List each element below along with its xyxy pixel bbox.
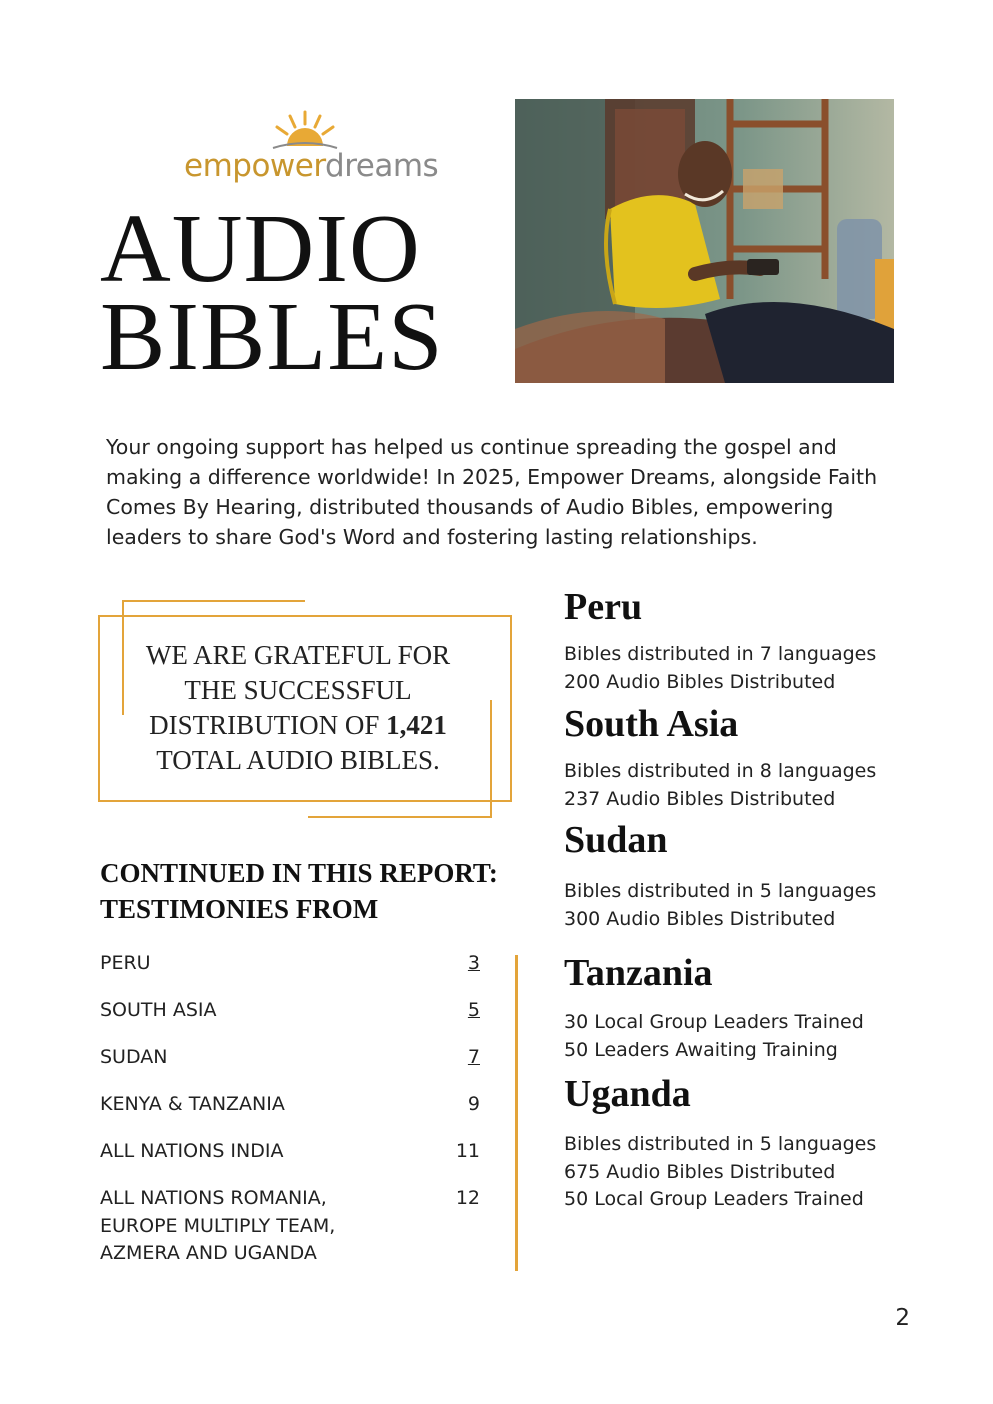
region-stat: 30 Local Group Leaders Trained	[564, 1011, 864, 1033]
region-stat: Bibles distributed in 7 languages	[564, 643, 877, 665]
table-of-contents	[100, 950, 480, 1287]
sun-icon	[265, 108, 345, 150]
region-stat: 675 Audio Bibles Distributed	[564, 1160, 836, 1183]
toc-page-link[interactable]: 3	[467, 952, 480, 974]
toc-label: SOUTH ASIA	[100, 999, 217, 1021]
region-name: Uganda	[564, 1073, 691, 1115]
empower-dreams-logo	[180, 108, 440, 188]
region-stat: 200 Audio Bibles Distributed	[564, 670, 836, 693]
region-stat: Bibles distributed in 5 languages	[564, 1133, 877, 1155]
toc-label: ALL NATIONS ROMANIA, EUROPE MULTIPLY TEAM, AZMERA AND UGANDA	[100, 1187, 336, 1264]
total-bibles-count: 1,421	[386, 710, 447, 740]
region-stat: Bibles distributed in 8 languages	[564, 760, 877, 782]
region-stat: 237 Audio Bibles Distributed	[564, 787, 836, 810]
divider-line	[515, 955, 518, 1271]
toc-page-number: 9	[467, 1093, 480, 1115]
logo-text-dreams: dreams	[325, 148, 439, 184]
region-sudan	[564, 818, 944, 933]
toc-item-south-asia[interactable]	[100, 997, 480, 1025]
region-uganda	[564, 1072, 944, 1214]
toc-label: KENYA & TANZANIA	[100, 1093, 285, 1115]
region-south-asia	[564, 702, 944, 813]
toc-label: ALL NATIONS INDIA	[100, 1140, 284, 1162]
region-stat: Bibles distributed in 5 languages	[564, 880, 877, 902]
toc-item-peru[interactable]	[100, 950, 480, 978]
toc-page-link[interactable]: 7	[467, 1046, 480, 1068]
intro-paragraph: Your ongoing support has helped us continue spreading the gospel and making a difference worldwide! In 2025, Empower Dreams, alongside Faith Comes By Hearing, distributed thousands of Audio Bibles, empowering leaders to share God's Word and fostering lasting relationships.	[106, 435, 878, 549]
region-tanzania	[564, 951, 944, 1064]
region-stat: 50 Leaders Awaiting Training	[564, 1038, 838, 1061]
region-stat: 50 Local Group Leaders Trained	[564, 1188, 864, 1210]
gratitude-box	[98, 600, 518, 822]
region-stat: 300 Audio Bibles Distributed	[564, 907, 836, 930]
page-number: 2	[895, 1305, 910, 1331]
region-peru	[564, 585, 944, 696]
region-name: Sudan	[564, 819, 668, 861]
toc-item-sudan[interactable]	[100, 1044, 480, 1072]
toc-page-number: 11	[455, 1140, 480, 1162]
toc-item-kenya-tanzania	[100, 1091, 480, 1119]
toc-label: SUDAN	[100, 1046, 168, 1068]
title-line-2: BIBLES	[100, 283, 444, 391]
toc-page-number: 12	[455, 1187, 480, 1209]
region-name: Peru	[564, 586, 643, 628]
title-line-1: AUDIO	[100, 195, 421, 303]
toc-item-all-nations-india	[100, 1138, 480, 1166]
region-name: South Asia	[564, 703, 739, 745]
toc-label: PERU	[100, 952, 151, 974]
gratitude-text: WE ARE GRATEFUL FOR THE SUCCESSFUL DISTRIBUTION OF 1,421 TOTAL AUDIO BIBLES.	[145, 640, 451, 775]
toc-item-all-nations-romania	[100, 1185, 480, 1268]
photo-man-with-audio-bible	[515, 99, 894, 383]
toc-page-link[interactable]: 5	[467, 999, 480, 1021]
logo-text-empower: empower	[184, 148, 326, 184]
page-title	[100, 195, 500, 391]
continued-heading: CONTINUED IN THIS REPORT: TESTIMONIES FROM	[100, 858, 498, 924]
region-name: Tanzania	[564, 952, 713, 994]
